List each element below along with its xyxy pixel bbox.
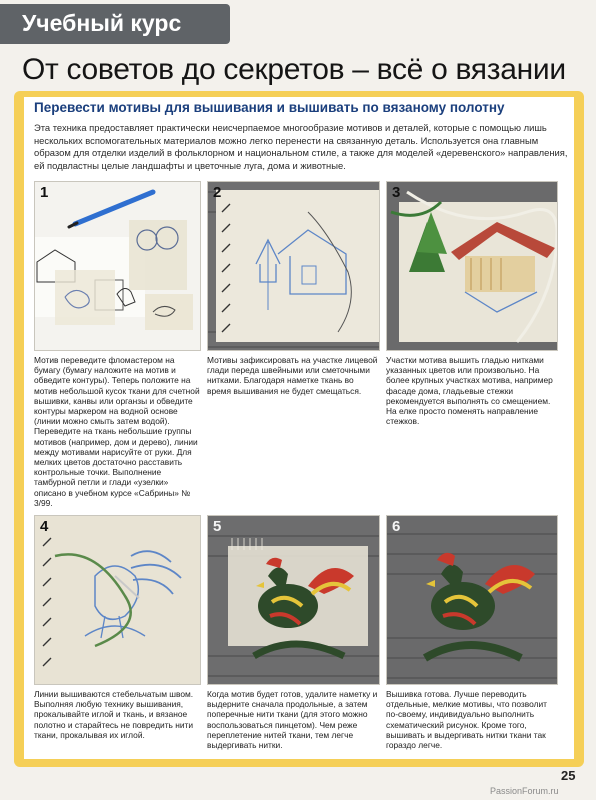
step-3-number: 3 [392, 184, 401, 201]
step-2-number: 2 [213, 184, 222, 201]
step-5-caption: Когда мотив будет готов, удалите наметку и выдерните сначала продольные, а затем поперечные нити ткани (для этого можно воспользоваться пинцетом). Чем реже переплетение нитей ткани, тем легче выдергивать нитки. [207, 689, 378, 751]
step-4-number: 4 [40, 518, 49, 535]
step-5-illustration [208, 516, 380, 685]
step-1-caption: Мотив переведите фломастером на бумагу (бумагу наложите на мотив и обведите контуры). Теперь положите на мотив небольшой кусок ткани для счетной вышивки, канвы или органзы и обведите контуры маркером на водной основе (линии можно смыть затем водой). Переведите на ткань небольшие группы мотивов (например, дом и дерево), линии между мотивами нарисуйте от руки. Для мелких цветов достаточно расставить контрольные точки. Выполнение тамбурной петли и глади «узелки» описано в учебном курсе «Сабрины» № 3/99. [34, 355, 200, 508]
step-6-photo [386, 515, 558, 685]
step-1-number: 1 [40, 184, 49, 201]
step-3-illustration [387, 182, 558, 351]
step-4-caption: Линии вышиваются стебельчатым швом. Выполняя любую технику вышивания, прокалывайте иглой и ткань, и вязаное полотно и старайтесь не повредить нити ткани, прокалывая их иглой. [34, 689, 194, 740]
section-title: Перевести мотивы для вышивания и вышивать по вязаному полотну [34, 100, 505, 115]
watermark: PassionForum.ru [490, 786, 559, 796]
step-2-illustration [208, 182, 380, 351]
step-5-number: 5 [213, 518, 222, 535]
step-6-illustration [387, 516, 558, 685]
step-3-photo [386, 181, 558, 351]
step-2-caption: Мотивы зафиксировать на участке лицевой глади переда швейными или сметочными нитками. Благодаря наметке ткань во время вышивания не будет смещаться. [207, 355, 378, 396]
section-tab: Учебный курс [0, 4, 230, 44]
page-title: От советов до секретов – всё о вязании [22, 53, 566, 86]
intro-text: Эта техника предоставляет практически неисчерпаемое многообразие мотивов и деталей, которые с помощью лишь нескольких вспомогательных материалов можно легко перенести на связанную деталь. Используется она главным образом для отделки изделий в фольклорном и национальном стиле, а также для моделей «деревенского» направления, ей подвластны целые ландшафты и цветочные луга, дома и животные. [34, 122, 568, 171]
step-1-illustration [35, 182, 201, 351]
step-1-photo [34, 181, 201, 351]
step-5-photo [207, 515, 380, 685]
bleed-through-tab [340, 6, 590, 46]
step-3-caption: Участки мотива вышить гладью нитками указанных цветов или произвольно. На более крупных участках мотива, например фасаде дома, гладьевые стежки рекомендуется выполнять со смещением. На елке просто поменять направление стежков. [386, 355, 553, 427]
step-4-photo [34, 515, 201, 685]
step-6-caption: Вышивка готова. Лучше переводить отдельные, мелкие мотивы, что позволит по-своему, индивидуально выполнить схематический рисунок. Кроме того, вышивать и выдергивать нитки ткани так гораздо легче. [386, 689, 547, 751]
page-number: 25 [561, 768, 576, 783]
step-4-illustration [35, 516, 201, 685]
step-2-photo [207, 181, 380, 351]
step-6-number: 6 [392, 518, 401, 535]
